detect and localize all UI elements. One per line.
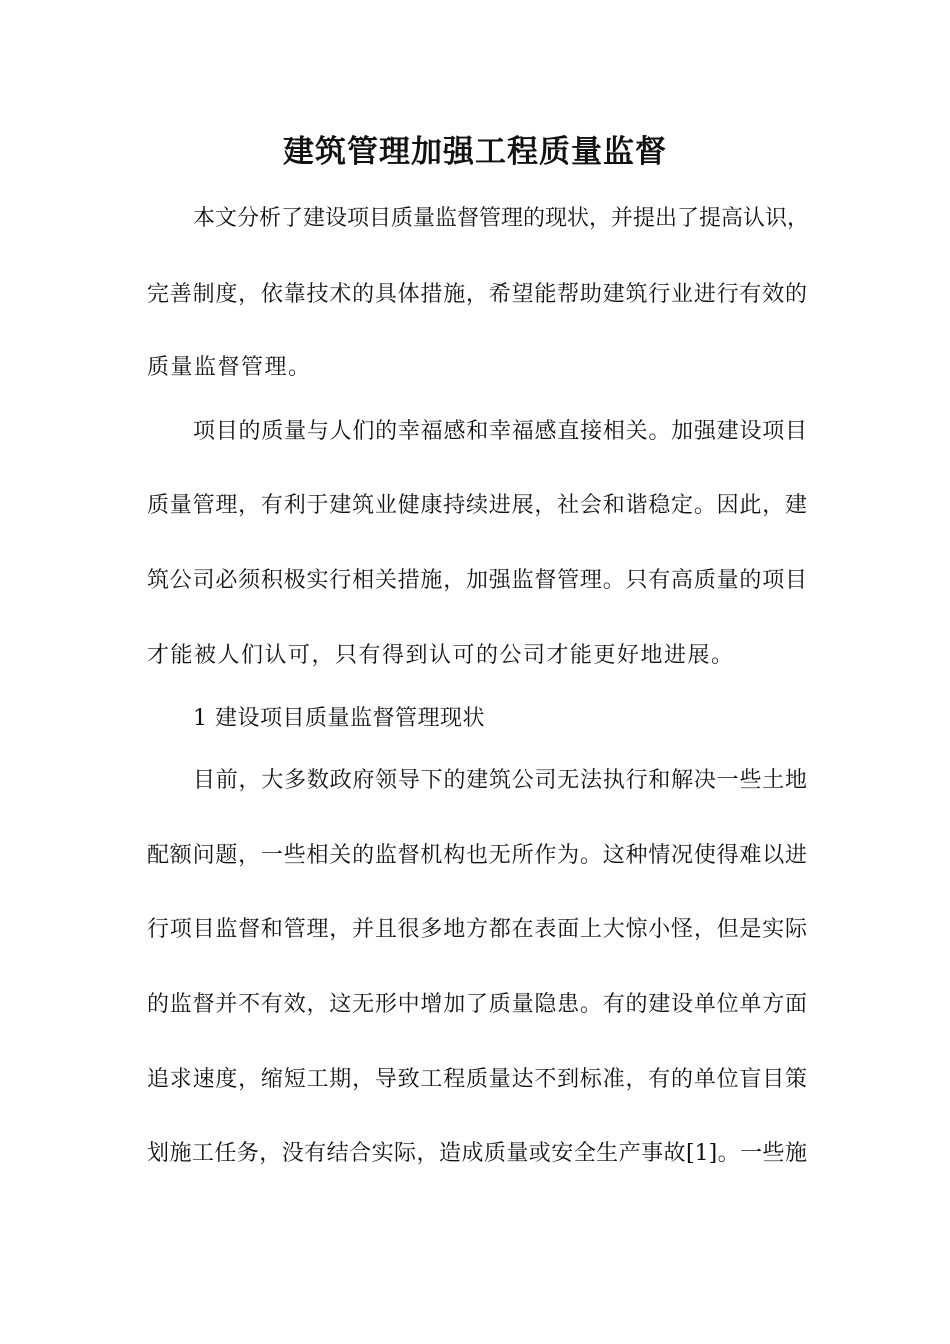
- paragraph-line: 本文分析了建设项目质量监督管理的现状，并提出了提高认识，: [193, 206, 810, 231]
- paragraph-line: 项目的质量与人们的幸福感和幸福感直接相关。加强建设项目: [193, 419, 807, 444]
- paragraph-line: 质量管理，有利于建筑业健康持续进展，社会和谐稳定。因此，建: [147, 493, 807, 518]
- paragraph-line: 划施工任务，没有结合实际，造成质量或安全生产事故[1]。一些施: [147, 1141, 807, 1166]
- paragraph-line: 筑公司必须积极实行相关措施，加强监督管理。只有高质量的项目: [147, 568, 807, 593]
- paragraph-line: 的监督并不有效，这无形中增加了质量隐患。有的建设单位单方面: [147, 992, 807, 1017]
- paragraph-line: 质量监督管理。: [147, 355, 312, 380]
- paragraph-line: 完善制度，依靠技术的具体措施，希望能帮助建筑行业进行有效的: [147, 282, 807, 307]
- paragraph-line: 目前，大多数政府领导下的建筑公司无法执行和解决一些土地: [193, 768, 807, 793]
- document-title: 建筑管理加强工程质量监督: [283, 134, 667, 170]
- paragraph-line: 追求速度，缩短工期，导致工程质量达不到标准，有的单位盲目策: [147, 1067, 807, 1092]
- paragraph-line: 配额问题，一些相关的监督机构也无所作为。这种情况使得难以进: [147, 843, 807, 868]
- paragraph-line: 才能被人们认可，只有得到认可的公司才能更好地进展。: [147, 643, 735, 668]
- section-heading: 1 建设项目质量监督管理现状: [193, 706, 485, 731]
- paragraph-line: 行项目监督和管理，并且很多地方都在表面上大惊小怪，但是实际: [147, 917, 807, 942]
